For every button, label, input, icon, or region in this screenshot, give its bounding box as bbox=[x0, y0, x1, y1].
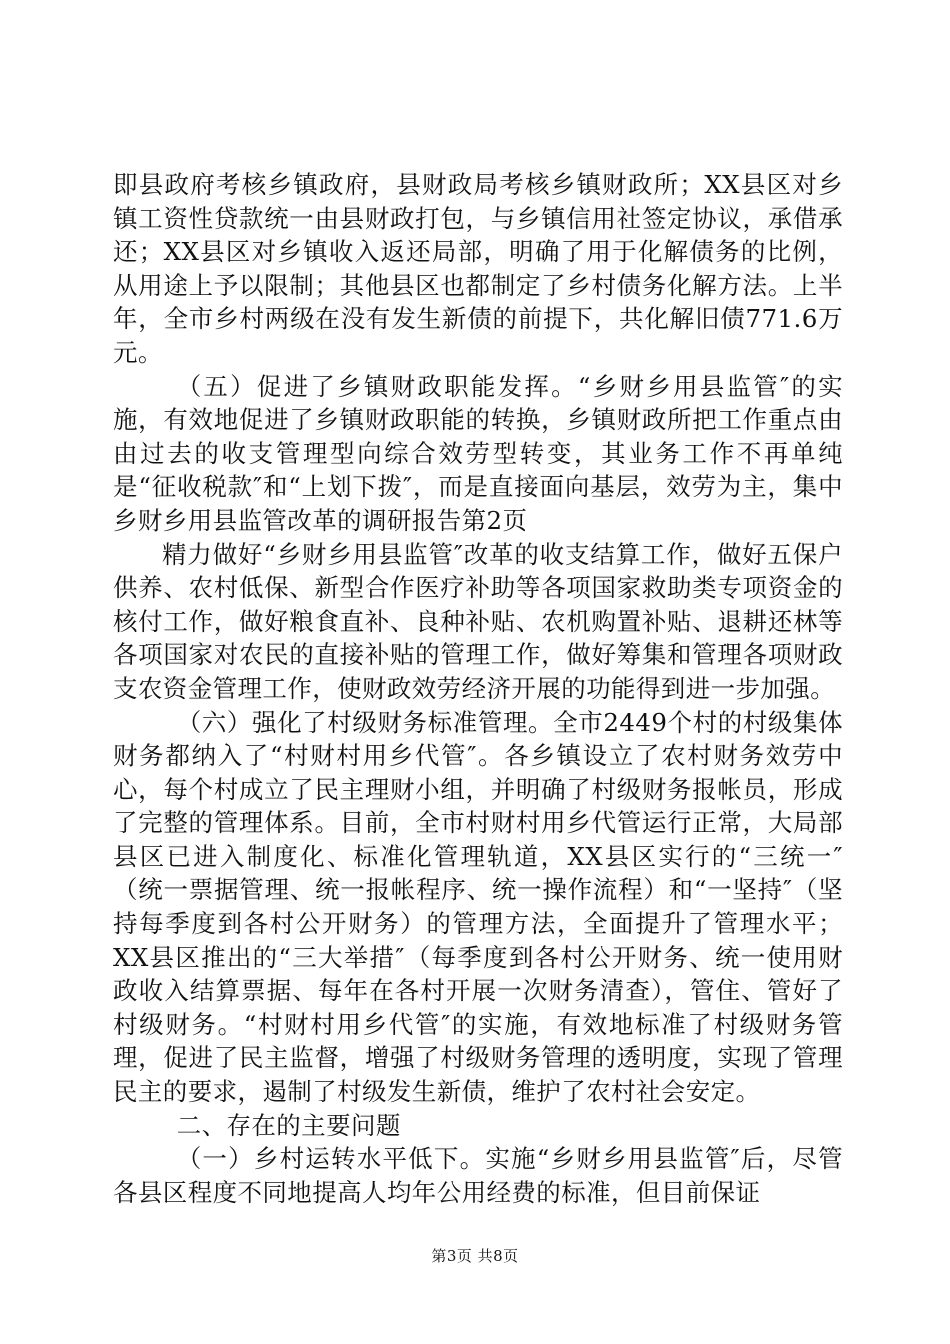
paragraph-debt-resolution: 即县政府考核乡镇政府，县财政局考核乡镇财政所；XX县区对乡镇工资性贷款统一由县财政打包，与乡镇信用社签定协议，承借承还；XX县区对乡镇收入返还局部，明确了用于化解债务的比例，从用途上予以限制；其他县区也都制定了乡村债务化解方法。上半年，全市乡村两级在没有发生新债的前提下，共化解旧债771.6万元。 bbox=[113, 170, 843, 367]
paragraph-continuation: 精力做好“乡财乡用县监管″改革的收支结算工作，做好五保户供养、农村低保、新型合作医疗补助等各项国家救助类专项资金的核付工作，做好粮食直补、良种补贴、农机购置补贴、退耕还林等各项国家对农民的直接补贴的管理工作，做好筹集和管理各项财政支农资金管理工作，使财政效劳经济开展的功能得到进一步加强。 bbox=[113, 539, 843, 703]
document-body bbox=[113, 168, 843, 1209]
page-number-footer: 第3页 共8页 bbox=[431, 1247, 519, 1265]
section-heading-main-problems: 二、存在的主要问题 bbox=[176, 1110, 401, 1140]
paragraph-section-five: （五）促进了乡镇财政职能发挥。“乡财乡用县监管″的实施，有效地促进了乡镇财政职能的转换，乡镇财政所把工作重点由由过去的收支管理型向综合效劳型转变，其业务工作不再单纯是“征收税款″和“上划下拨″，而是直接面向基层，效劳为主，集中乡财乡用县监管改革的调研报告第2页 bbox=[113, 371, 843, 535]
paragraph-section-six: （六）强化了村级财务标准管理。全市2449个村的村级集体财务都纳入了“村财村用乡代管″。各乡镇设立了农村财务效劳中心，每个村成立了民主理财小组，并明确了村级财务报帐员，形成了完整的管理体系。目前，全市村财村用乡代管运行正常，大局部县区已进入制度化、标准化管理轨道，XX县区实行的“三统一″（统一票据管理、统一报帐程序、统一操作流程）和“一坚持″（坚持每季度到各村公开财务）的管理方法，全面提升了管理水平；XX县区推出的“三大举措″（每季度到各村公开财务、统一使用财政收入结算票据、每年在各村开展一次财务清查），管住、管好了村级财务。“村财村用乡代管″的实施，有效地标准了村级财务管理，促进了民主监督，增强了村级财务管理的透明度，实现了管理民主的要求，遏制了村级发生新债，维护了农村社会安定。 bbox=[113, 707, 843, 1107]
paragraph-problem-one: （一）乡村运转水平低下。实施“乡财乡用县监管″后，尽管各县区程度不同地提高人均年公用经费的标准，但目前保证 bbox=[113, 1144, 843, 1207]
